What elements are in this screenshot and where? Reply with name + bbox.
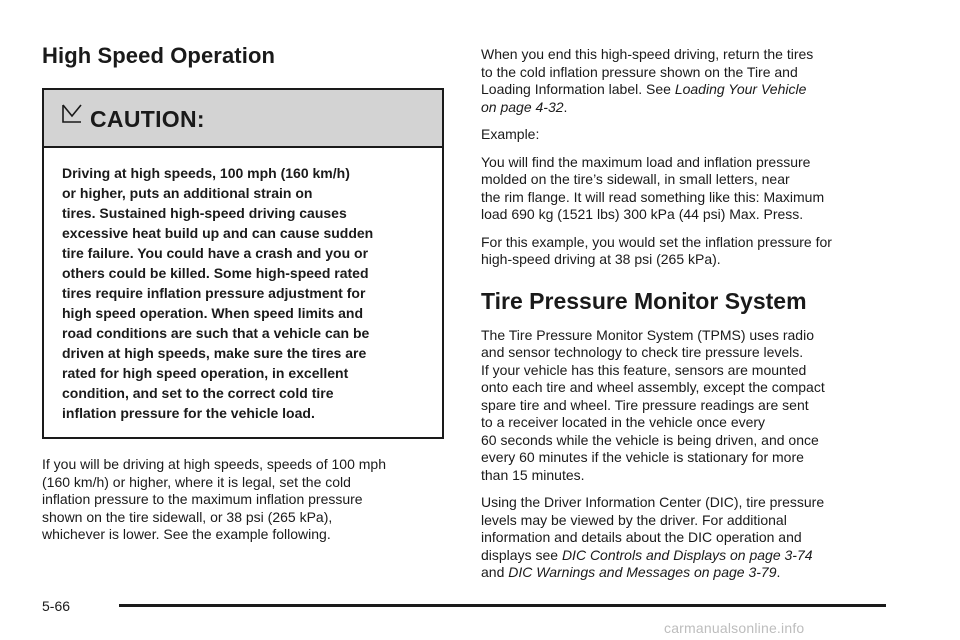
link-dic-warnings[interactable]: DIC Warnings and Messages on page 3-79 [508,564,777,580]
paragraph-high-speed-inflation [42,456,448,544]
text-line: inflation pressure to the maximum inflation pressure [42,491,363,507]
text-line: Using the Driver Information Center (DIC), tire pressure [481,494,825,510]
text-line: to a receiver located in the vehicle once every [481,414,766,430]
text-line: For this example, you would set the inflation pressure for [481,233,832,250]
link-loading-your-vehicle[interactable]: Loading Your Vehicle [674,81,807,97]
text-segment: and [481,564,509,580]
text-line: spare tire and wheel. Tire pressure readings are sent [481,396,809,413]
text-line: the rim flange. It will read something like this: Maximum [481,188,825,205]
caution-text [44,148,442,437]
section-title-tpms: Tire Pressure Monitor System [481,287,807,314]
text-line: load 690 kg (1521 lbs) 300 kPa (44 psi) Max. Press. [481,206,804,222]
right-column [481,46,921,582]
text-segment: displays see [481,546,562,563]
text-line: Example: [481,126,540,142]
paragraph-example-label [481,126,921,144]
text-line: If you will be driving at high speeds, speeds of 100 mph [42,456,386,472]
text-line: shown on the tire sidewall, or 38 psi (265 kPa), [42,508,333,525]
page-number: 5-66 [42,598,71,614]
text-line [481,547,921,565]
text-line: to the cold inflation pressure shown on the Tire and [481,63,798,80]
caution-header [44,90,442,148]
section-title-high-speed: High Speed Operation [42,43,276,68]
text-line: than 15 minutes. [481,466,585,483]
text-line: levels may be viewed by the driver. For additional [481,511,787,528]
caution-line: inflation pressure for the vehicle load. [62,405,315,421]
text-line: onto each tire and wheel assembly, except the compact [481,379,825,395]
text-line: When you end this high-speed driving, return the tires [481,46,814,62]
text-segment: Loading Information label. See [481,81,675,97]
link-dic-controls[interactable]: DIC Controls and Displays on page 3-74 [561,546,813,563]
text-line: whichever is lower. See the example following. [42,526,331,542]
footer-rule [119,604,886,607]
caution-line: excessive heat build up and can cause sudden [62,225,374,241]
caution-line: others could be killed. Some high-speed rated [62,265,369,281]
text-line: molded on the tire’s sidewall, in small letters, near [481,171,790,187]
caution-line: tire failure. You could have a crash and you or [62,245,369,261]
caution-bracket-icon [61,102,83,124]
link-page-4-32[interactable]: on page 4-32 [481,98,564,115]
caution-line: tires require inflation pressure adjustment for [62,285,366,301]
caution-line: Driving at high speeds, 100 mph (160 km/h) [62,165,350,181]
caution-box [42,88,444,439]
text-line: (160 km/h) or higher, where it is legal, set the cold [42,473,351,490]
text-line: high-speed driving at 38 psi (265 kPa). [481,251,721,267]
text-line: and sensor technology to check tire pressure levels. [481,344,804,360]
text-segment: . [776,564,781,580]
text-line [481,81,921,99]
paragraph-return-tires [481,46,921,116]
text-segment: . [563,98,568,115]
paragraph-tpms-description [481,327,921,485]
caution-line: road conditions are such that a vehicle can be [62,325,370,341]
text-line: information and details about the DIC operation and [481,529,802,545]
left-column [42,42,448,544]
caution-line: driven at high speeds, make sure the tires are [62,345,367,361]
paragraph-sidewall [481,154,921,224]
caution-line: tires. Sustained high-speed driving causes [62,205,347,221]
watermark: carmanualsonline.info [664,620,805,636]
caution-line: rated for high speed operation, in excellent [62,365,349,381]
paragraph-example-setting [481,234,921,269]
caution-label: CAUTION: [90,106,205,132]
text-line: You will find the maximum load and inflation pressure [481,153,811,170]
text-line: The Tire Pressure Monitor System (TPMS) uses radio [481,326,814,343]
text-line [481,99,921,117]
caution-line: high speed operation. When speed limits and [62,305,364,321]
paragraph-dic [481,494,921,582]
text-line: If your vehicle has this feature, sensors are mounted [481,361,807,378]
caution-line: or higher, puts an additional strain on [62,185,313,201]
text-line [481,564,921,582]
caution-line: condition, and set to the correct cold tire [62,385,334,401]
text-line: 60 seconds while the vehicle is being driven, and once [481,431,819,448]
text-line: every 60 minutes if the vehicle is stationary for more [481,449,804,465]
